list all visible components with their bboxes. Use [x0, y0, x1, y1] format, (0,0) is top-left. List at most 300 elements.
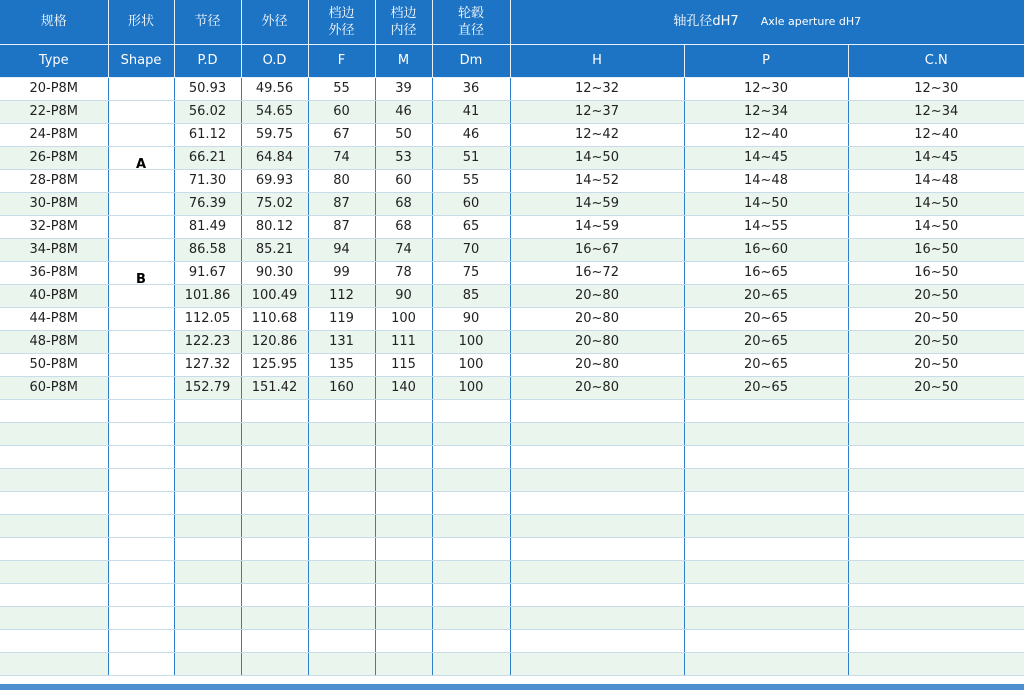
- cell-f: [308, 606, 375, 629]
- cell-dm: 60: [432, 192, 510, 215]
- cell-od: 69.93: [241, 169, 308, 192]
- axle-en-label: Axle aperture dH7: [760, 15, 862, 29]
- cell-pd: 66.21: [174, 146, 241, 169]
- cell-cn: 20~50: [848, 330, 1024, 353]
- table-row: [0, 169, 1024, 192]
- cell-p: [684, 652, 848, 675]
- cell-shape: [108, 100, 174, 123]
- table-row: [0, 284, 1024, 307]
- cell-dm: 90: [432, 307, 510, 330]
- cell-cn: 14~50: [848, 215, 1024, 238]
- cell-shape: [108, 514, 174, 537]
- header-type-en: Type: [0, 44, 108, 77]
- cell-dm: [432, 422, 510, 445]
- cell-od: 49.56: [241, 77, 308, 100]
- cell-f: 119: [308, 307, 375, 330]
- cell-cn: [848, 468, 1024, 491]
- cell-od: 100.49: [241, 284, 308, 307]
- empty-row: [0, 629, 1024, 652]
- table-row: [0, 192, 1024, 215]
- header-od-cn: 外径: [241, 0, 308, 44]
- cell-cn: [848, 399, 1024, 422]
- cell-type: [0, 560, 108, 583]
- table-row: [0, 100, 1024, 123]
- cell-p: 16~65: [684, 261, 848, 284]
- cell-pd: 76.39: [174, 192, 241, 215]
- cell-pd: [174, 399, 241, 422]
- cell-f: [308, 560, 375, 583]
- cell-h: [510, 468, 684, 491]
- cell-h: 16~67: [510, 238, 684, 261]
- cell-m: [375, 629, 432, 652]
- cell-type: [0, 468, 108, 491]
- cell-h: 20~80: [510, 353, 684, 376]
- cell-cn: 20~50: [848, 353, 1024, 376]
- cell-type: 28-P8M: [0, 169, 108, 192]
- cell-h: [510, 422, 684, 445]
- cell-shape: [108, 560, 174, 583]
- cell-od: 75.02: [241, 192, 308, 215]
- cell-cn: [848, 606, 1024, 629]
- cell-h: 14~59: [510, 192, 684, 215]
- cell-od: [241, 491, 308, 514]
- header-f-cn: 档边 外径: [308, 0, 375, 44]
- empty-row: [0, 652, 1024, 675]
- cell-od: 54.65: [241, 100, 308, 123]
- cell-pd: 56.02: [174, 100, 241, 123]
- cell-dm: 70: [432, 238, 510, 261]
- cell-cn: 16~50: [848, 261, 1024, 284]
- header-axle-aperture: [510, 0, 1024, 44]
- cell-od: [241, 629, 308, 652]
- cell-cn: [848, 514, 1024, 537]
- cell-m: [375, 560, 432, 583]
- cell-m: [375, 491, 432, 514]
- cell-h: [510, 399, 684, 422]
- cell-m: [375, 399, 432, 422]
- cell-p: [684, 422, 848, 445]
- cell-od: [241, 399, 308, 422]
- cell-p: 14~50: [684, 192, 848, 215]
- cell-od: 85.21: [241, 238, 308, 261]
- cell-f: [308, 491, 375, 514]
- cell-f: 94: [308, 238, 375, 261]
- cell-h: [510, 606, 684, 629]
- cell-f: [308, 422, 375, 445]
- cell-dm: [432, 629, 510, 652]
- cell-shape: [108, 330, 174, 353]
- header-type-cn: 规格: [0, 0, 108, 44]
- cell-dm: [432, 399, 510, 422]
- cell-h: 20~80: [510, 307, 684, 330]
- cell-f: [308, 629, 375, 652]
- cell-cn: 14~50: [848, 192, 1024, 215]
- cell-pd: 122.23: [174, 330, 241, 353]
- cell-f: 74: [308, 146, 375, 169]
- cell-shape: [108, 468, 174, 491]
- cell-pd: 91.67: [174, 261, 241, 284]
- cell-type: 30-P8M: [0, 192, 108, 215]
- table-row: [0, 330, 1024, 353]
- cell-p: 16~60: [684, 238, 848, 261]
- header-shape-cn: 形状: [108, 0, 174, 44]
- cell-pd: 81.49: [174, 215, 241, 238]
- cell-shape: [108, 491, 174, 514]
- cell-cn: [848, 422, 1024, 445]
- empty-row: [0, 560, 1024, 583]
- cell-h: 12~42: [510, 123, 684, 146]
- cell-shape: [108, 422, 174, 445]
- header-dm-cn: 轮毂 直径: [432, 0, 510, 44]
- cell-m: 90: [375, 284, 432, 307]
- cell-m: [375, 606, 432, 629]
- cell-p: [684, 468, 848, 491]
- cell-cn: 20~50: [848, 284, 1024, 307]
- cell-shape: [108, 376, 174, 399]
- cell-h: [510, 583, 684, 606]
- cell-m: 68: [375, 192, 432, 215]
- cell-od: [241, 468, 308, 491]
- cell-m: 39: [375, 77, 432, 100]
- cell-type: 26-P8M: [0, 146, 108, 169]
- cell-m: [375, 583, 432, 606]
- cell-pd: [174, 652, 241, 675]
- cell-shape: [108, 583, 174, 606]
- cell-f: 160: [308, 376, 375, 399]
- cell-h: [510, 445, 684, 468]
- cell-p: [684, 491, 848, 514]
- cell-type: [0, 606, 108, 629]
- cell-type: 24-P8M: [0, 123, 108, 146]
- table-row: [0, 376, 1024, 399]
- cell-m: 60: [375, 169, 432, 192]
- cell-pd: 101.86: [174, 284, 241, 307]
- cell-cn: 12~40: [848, 123, 1024, 146]
- cell-h: 12~37: [510, 100, 684, 123]
- empty-row: [0, 468, 1024, 491]
- cell-m: [375, 652, 432, 675]
- cell-dm: 100: [432, 353, 510, 376]
- cell-m: 111: [375, 330, 432, 353]
- cell-type: 60-P8M: [0, 376, 108, 399]
- cell-pd: [174, 537, 241, 560]
- cell-f: [308, 652, 375, 675]
- cell-dm: [432, 537, 510, 560]
- cell-f: 87: [308, 192, 375, 215]
- cell-h: 20~80: [510, 284, 684, 307]
- cell-f: 60: [308, 100, 375, 123]
- cell-od: [241, 422, 308, 445]
- empty-row: [0, 514, 1024, 537]
- cell-pd: 50.93: [174, 77, 241, 100]
- cell-od: [241, 652, 308, 675]
- cell-type: [0, 514, 108, 537]
- cell-p: 14~48: [684, 169, 848, 192]
- cell-od: [241, 606, 308, 629]
- cell-f: [308, 445, 375, 468]
- cell-h: 14~50: [510, 146, 684, 169]
- cell-od: [241, 445, 308, 468]
- cell-h: [510, 652, 684, 675]
- cell-shape: [108, 606, 174, 629]
- cell-cn: 20~50: [848, 307, 1024, 330]
- cell-dm: 100: [432, 330, 510, 353]
- cell-cn: 12~30: [848, 77, 1024, 100]
- cell-dm: 100: [432, 376, 510, 399]
- cell-m: 53: [375, 146, 432, 169]
- cell-h: 12~32: [510, 77, 684, 100]
- cell-p: 14~45: [684, 146, 848, 169]
- cell-h: 16~72: [510, 261, 684, 284]
- table-row: [0, 238, 1024, 261]
- cell-dm: 41: [432, 100, 510, 123]
- cell-cn: [848, 652, 1024, 675]
- cell-dm: 85: [432, 284, 510, 307]
- cell-h: [510, 491, 684, 514]
- cell-shape: [108, 169, 174, 192]
- cell-type: [0, 399, 108, 422]
- header-cn: C.N: [848, 44, 1024, 77]
- cell-m: [375, 468, 432, 491]
- cell-h: [510, 629, 684, 652]
- cell-type: [0, 583, 108, 606]
- cell-dm: 65: [432, 215, 510, 238]
- cell-pd: 86.58: [174, 238, 241, 261]
- cell-shape: [108, 238, 174, 261]
- cell-type: 48-P8M: [0, 330, 108, 353]
- empty-row: [0, 445, 1024, 468]
- cell-shape: [108, 192, 174, 215]
- cell-pd: [174, 514, 241, 537]
- cell-pd: [174, 583, 241, 606]
- cell-pd: 112.05: [174, 307, 241, 330]
- cell-shape: [108, 629, 174, 652]
- cell-pd: [174, 629, 241, 652]
- cell-dm: [432, 491, 510, 514]
- cell-type: 34-P8M: [0, 238, 108, 261]
- cell-pd: 127.32: [174, 353, 241, 376]
- cell-dm: 36: [432, 77, 510, 100]
- cell-od: 151.42: [241, 376, 308, 399]
- cell-od: [241, 514, 308, 537]
- cell-type: [0, 652, 108, 675]
- cell-dm: [432, 468, 510, 491]
- cell-shape: [108, 445, 174, 468]
- cell-m: [375, 514, 432, 537]
- cell-p: 20~65: [684, 284, 848, 307]
- cell-cn: [848, 583, 1024, 606]
- cell-p: 20~65: [684, 353, 848, 376]
- cell-cn: 14~45: [848, 146, 1024, 169]
- cell-type: [0, 445, 108, 468]
- cell-p: [684, 583, 848, 606]
- cell-type: 36-P8M: [0, 261, 108, 284]
- cell-f: [308, 399, 375, 422]
- cell-shape: [108, 537, 174, 560]
- shape-b-label: B: [136, 272, 146, 287]
- cell-p: 20~65: [684, 376, 848, 399]
- cell-shape: [108, 284, 174, 307]
- cell-dm: [432, 560, 510, 583]
- cell-f: [308, 514, 375, 537]
- cell-f: [308, 468, 375, 491]
- cell-h: 20~80: [510, 330, 684, 353]
- cell-pd: 71.30: [174, 169, 241, 192]
- cell-h: [510, 537, 684, 560]
- cell-p: [684, 606, 848, 629]
- shape-a-label: A: [135, 157, 147, 172]
- header-pd-cn: 节径: [174, 0, 241, 44]
- cell-pd: 152.79: [174, 376, 241, 399]
- cell-type: 40-P8M: [0, 284, 108, 307]
- cell-type: 50-P8M: [0, 353, 108, 376]
- cell-type: 22-P8M: [0, 100, 108, 123]
- cell-dm: [432, 445, 510, 468]
- cell-m: [375, 445, 432, 468]
- header-pd-en: P.D: [174, 44, 241, 77]
- cell-cn: [848, 560, 1024, 583]
- cell-p: [684, 399, 848, 422]
- cell-h: [510, 514, 684, 537]
- cell-shape: [108, 77, 174, 100]
- cell-p: [684, 537, 848, 560]
- cell-dm: 55: [432, 169, 510, 192]
- cell-m: 46: [375, 100, 432, 123]
- header-dm-en: Dm: [432, 44, 510, 77]
- table-row: [0, 307, 1024, 330]
- cell-f: 99: [308, 261, 375, 284]
- cell-m: 50: [375, 123, 432, 146]
- cell-p: 12~30: [684, 77, 848, 100]
- cell-f: 55: [308, 77, 375, 100]
- cell-type: 44-P8M: [0, 307, 108, 330]
- cell-od: 80.12: [241, 215, 308, 238]
- cell-dm: [432, 652, 510, 675]
- cell-p: 14~55: [684, 215, 848, 238]
- table-row: [0, 215, 1024, 238]
- cell-m: 100: [375, 307, 432, 330]
- cell-pd: [174, 468, 241, 491]
- cell-od: 125.95: [241, 353, 308, 376]
- header-p: P: [684, 44, 848, 77]
- cell-od: 59.75: [241, 123, 308, 146]
- cell-m: 68: [375, 215, 432, 238]
- cell-type: [0, 422, 108, 445]
- cell-f: [308, 537, 375, 560]
- cell-cn: [848, 445, 1024, 468]
- cell-type: 32-P8M: [0, 215, 108, 238]
- cell-dm: [432, 583, 510, 606]
- cell-od: 64.84: [241, 146, 308, 169]
- cell-m: [375, 422, 432, 445]
- cell-shape: [108, 215, 174, 238]
- cell-dm: [432, 514, 510, 537]
- cell-m: [375, 537, 432, 560]
- header-shape-en: Shape: [108, 44, 174, 77]
- empty-row: [0, 606, 1024, 629]
- cell-p: 20~65: [684, 307, 848, 330]
- cell-h: 14~59: [510, 215, 684, 238]
- cell-type: [0, 629, 108, 652]
- cell-dm: 75: [432, 261, 510, 284]
- cell-type: [0, 537, 108, 560]
- cell-cn: [848, 537, 1024, 560]
- cell-pd: [174, 491, 241, 514]
- header-m-cn: 档边 内径: [375, 0, 432, 44]
- cell-pd: [174, 445, 241, 468]
- cell-dm: 46: [432, 123, 510, 146]
- cell-od: 120.86: [241, 330, 308, 353]
- cell-cn: 14~48: [848, 169, 1024, 192]
- empty-row: [0, 583, 1024, 606]
- cell-p: [684, 514, 848, 537]
- cell-od: [241, 560, 308, 583]
- cell-f: 80: [308, 169, 375, 192]
- cell-shape: [108, 123, 174, 146]
- empty-row: [0, 422, 1024, 445]
- cell-p: [684, 629, 848, 652]
- cell-cn: 16~50: [848, 238, 1024, 261]
- empty-row: [0, 399, 1024, 422]
- table-row: [0, 77, 1024, 100]
- cell-p: [684, 445, 848, 468]
- header-f-en: F: [308, 44, 375, 77]
- cell-m: 115: [375, 353, 432, 376]
- axle-cn-label: 轴孔径dH7: [673, 14, 739, 30]
- cell-f: 87: [308, 215, 375, 238]
- cell-f: 67: [308, 123, 375, 146]
- empty-row: [0, 537, 1024, 560]
- header-m-en: M: [375, 44, 432, 77]
- cell-p: 12~34: [684, 100, 848, 123]
- table-row: [0, 353, 1024, 376]
- cell-shape: [108, 353, 174, 376]
- cell-pd: 61.12: [174, 123, 241, 146]
- cell-od: [241, 583, 308, 606]
- cell-dm: [432, 606, 510, 629]
- cell-p: 12~40: [684, 123, 848, 146]
- cell-p: [684, 560, 848, 583]
- cell-pd: [174, 422, 241, 445]
- header-h: H: [510, 44, 684, 77]
- cell-dm: 51: [432, 146, 510, 169]
- cell-cn: 12~34: [848, 100, 1024, 123]
- cell-shape: [108, 399, 174, 422]
- cell-h: [510, 560, 684, 583]
- cell-od: 90.30: [241, 261, 308, 284]
- cell-od: [241, 537, 308, 560]
- header-od-en: O.D: [241, 44, 308, 77]
- table-row: [0, 123, 1024, 146]
- cell-type: 20-P8M: [0, 77, 108, 100]
- cell-p: 20~65: [684, 330, 848, 353]
- cell-f: 135: [308, 353, 375, 376]
- cell-cn: [848, 629, 1024, 652]
- cell-f: [308, 583, 375, 606]
- cell-m: 140: [375, 376, 432, 399]
- cell-m: 78: [375, 261, 432, 284]
- cell-cn: 20~50: [848, 376, 1024, 399]
- cell-f: 112: [308, 284, 375, 307]
- cell-od: 110.68: [241, 307, 308, 330]
- cell-m: 74: [375, 238, 432, 261]
- cell-pd: [174, 560, 241, 583]
- cell-h: 14~52: [510, 169, 684, 192]
- cell-shape: [108, 652, 174, 675]
- cell-cn: [848, 491, 1024, 514]
- cell-type: [0, 491, 108, 514]
- cell-f: 131: [308, 330, 375, 353]
